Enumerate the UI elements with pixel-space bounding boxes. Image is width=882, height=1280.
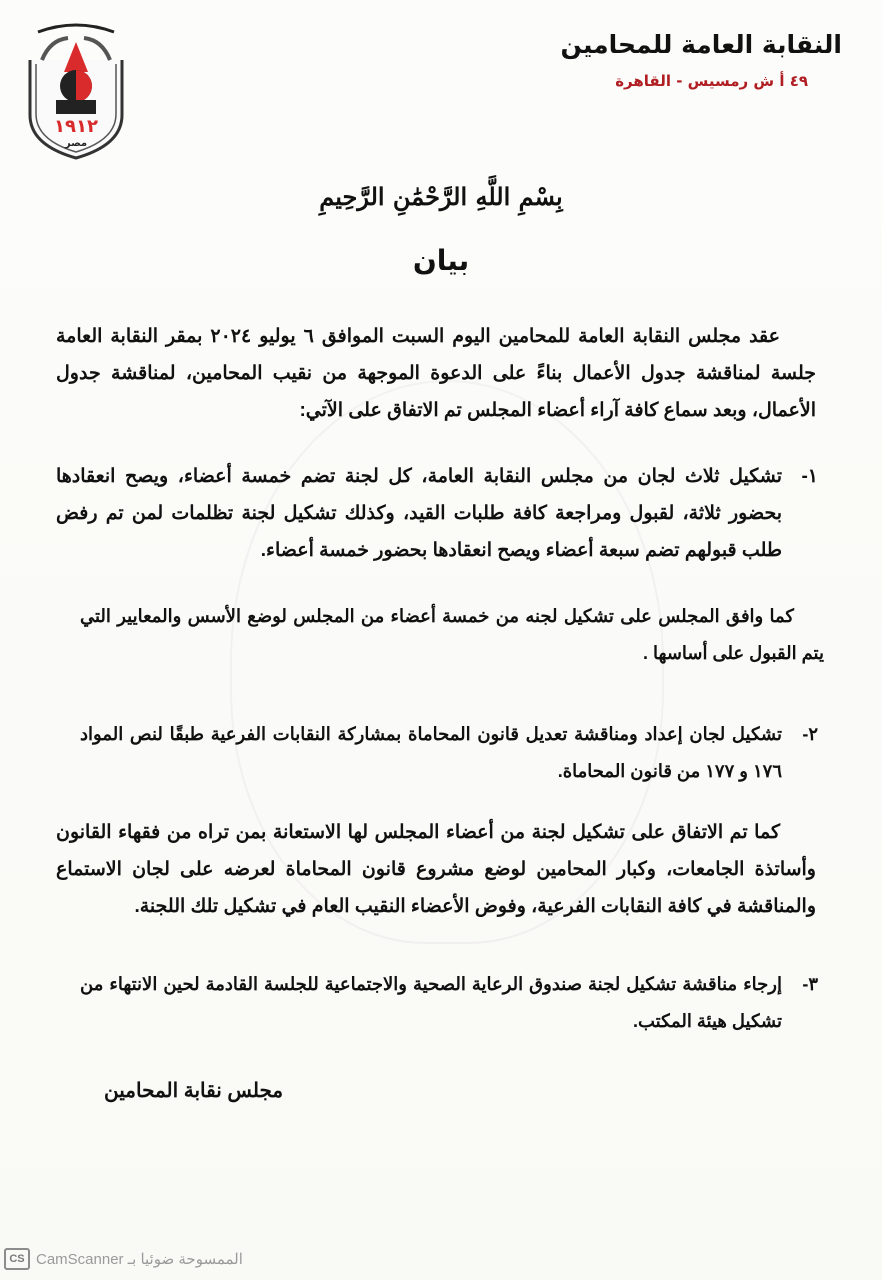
document-title: بيان (412, 244, 470, 277)
camscanner-text: الممسوحة ضوئيا بـ CamScanner (36, 1251, 243, 1268)
list-item (80, 966, 818, 1040)
paragraph-after-item-1: كما وافق المجلس على تشكيل لجنه من خمسة أعضاء من المجلس لوضع الأسس والمعايير التي يتم القبول على أساسها . (80, 606, 824, 663)
organization-address: ٤٩ أ ش رمسيس - القاهرة (615, 72, 808, 90)
intro-paragraph: عقد مجلس النقابة العامة للمحامين اليوم السبت الموافق ٦ يوليو ٢٠٢٤ بمقر النقابة العامة جلسة لمناقشة جدول الأعمال بناءً على الدعوة الموجهة من نقيب المحامين، لمناقشة جدول الأعمال، وبعد سماع كافة آراء أعضاء المجلس تم الاتفاق على الآتي: (56, 326, 816, 421)
logo-country: مصر (64, 138, 88, 149)
logo-year: ١٩١٢ (54, 116, 98, 137)
basmala: بِسْمِ اللَّهِ الرَّحْمَٰنِ الرَّحِيمِ (319, 182, 563, 211)
item-text: تشكيل لجان إعداد ومناقشة تعديل قانون المحاماة بمشاركة النقابات الفرعية طبقًا لنص المواد ١٧٦ و ١٧٧ من قانون المحاماة. (80, 724, 782, 781)
camscanner-logo-icon: CS (4, 1248, 30, 1270)
camscanner-watermark (4, 1248, 243, 1270)
paragraph-after-item-2: كما تم الاتفاق على تشكيل لجنة من أعضاء المجلس لها الاستعانة بمن تراه من فقهاء القانون وأساتذة الجامعات، وكبار المحامين لوضع مشروع قانون المحاماة لعرضه على لجان الاستماع والمناقشة في كافة النقابات الفرعية، وفوض الأعضاء النقيب العام في تشكيل تلك اللجنة. (56, 822, 816, 917)
list-item (80, 716, 818, 790)
item-number: ٣- (802, 974, 818, 994)
organization-name: النقابة العامة للمحامين (560, 30, 842, 59)
item-number: ١- (801, 466, 818, 487)
signature: مجلس نقابة المحامين (104, 1080, 284, 1102)
bar-association-emblem-icon (20, 20, 132, 160)
item-text: تشكيل ثلاث لجان من مجلس النقابة العامة، كل لجنة تضم خمسة أعضاء، ويصح انعقادها بحضور ثلاثة، لقبول ومراجعة كافة طلبات القيد، وكذلك تشكيل لجنة تظلمات لمن تم رفض طلب قبولهم تضم سبعة أعضاء ويصح انعقادها بحضور خمسة أعضاء. (56, 466, 782, 561)
item-text: إرجاء مناقشة تشكيل لجنة صندوق الرعاية الصحية والاجتماعية للجلسة القادمة لحين الانتهاء من تشكيل هيئة المكتب. (80, 974, 782, 1031)
item-number: ٢- (802, 724, 818, 744)
list-item (56, 458, 818, 569)
